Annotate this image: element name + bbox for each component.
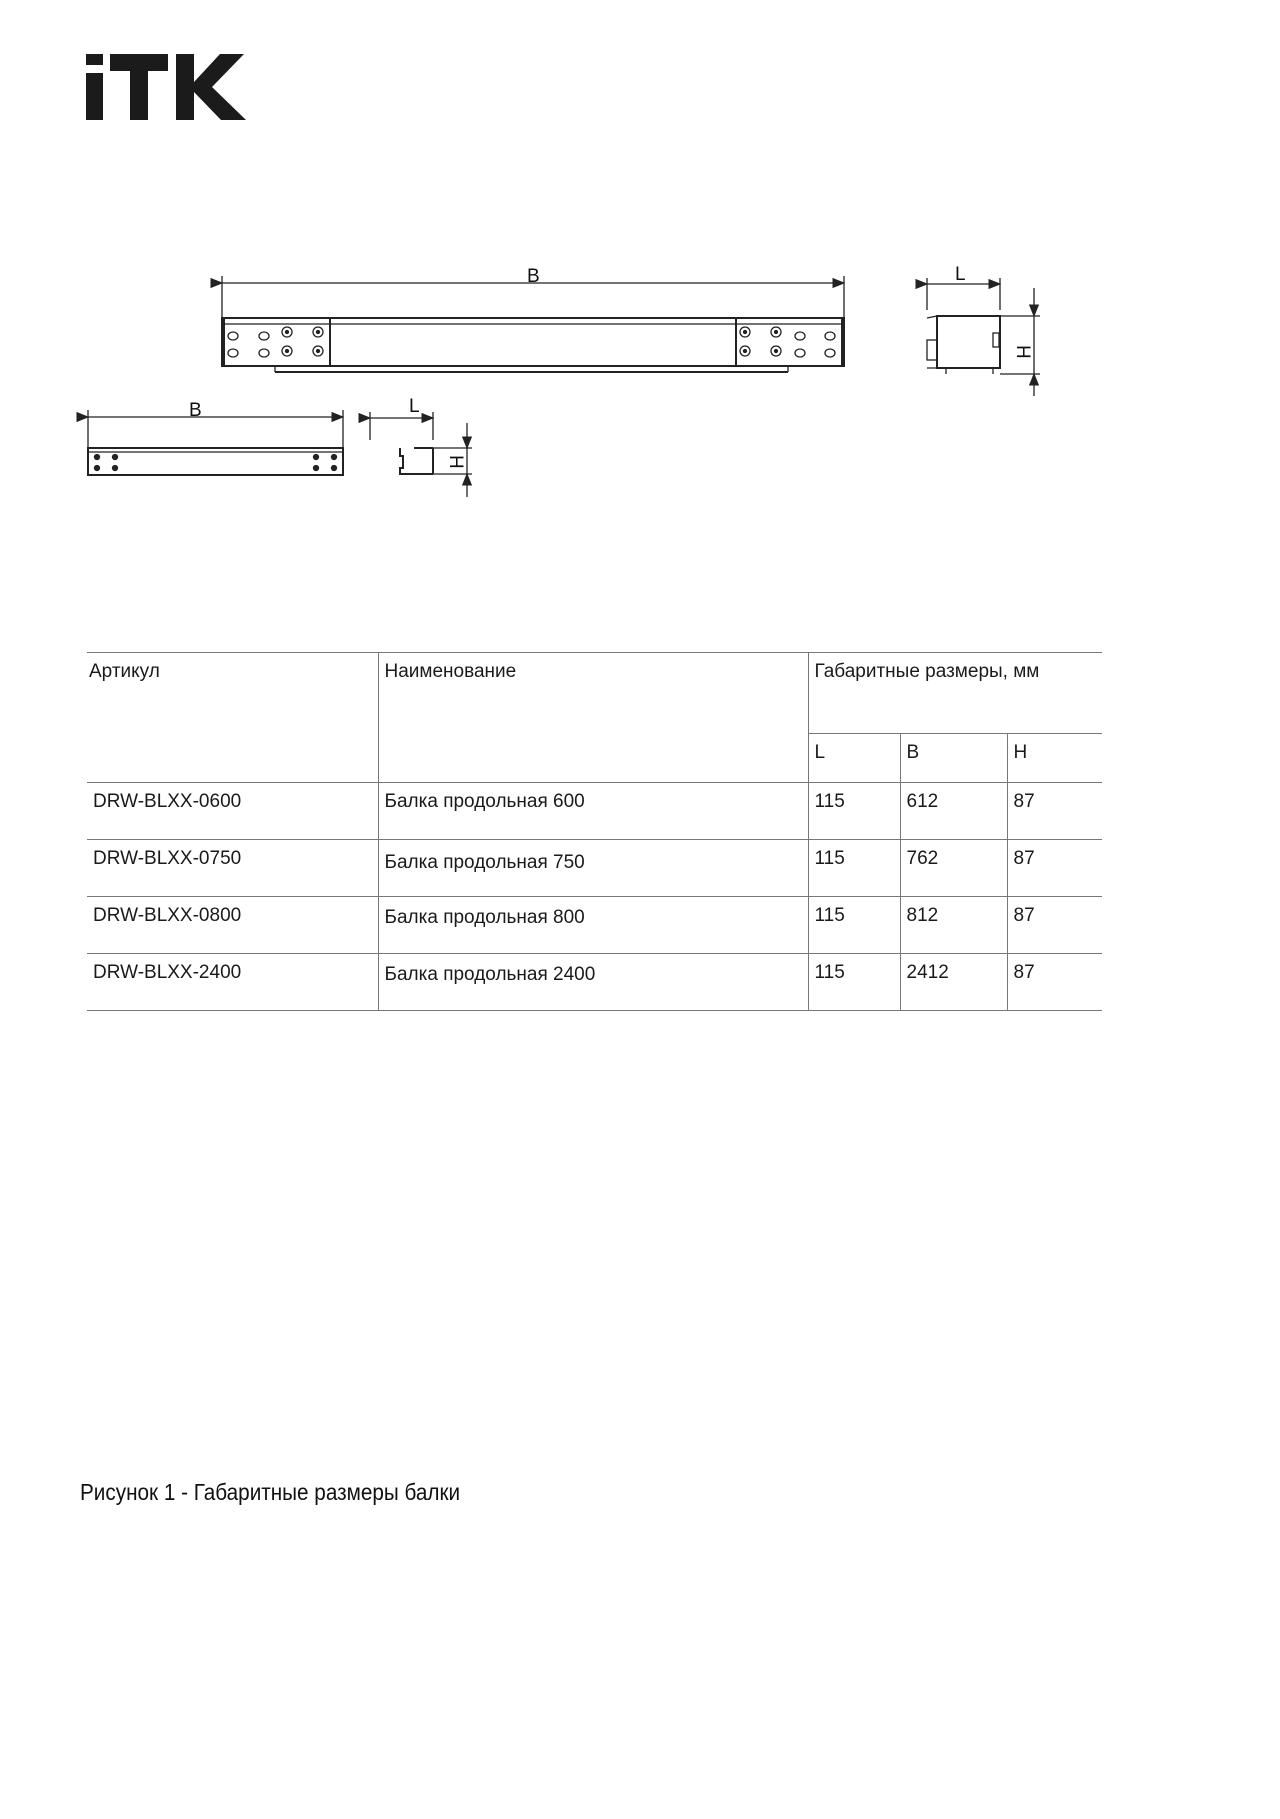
table-row [87,954,1102,1011]
cell-h: 87 [1007,783,1102,840]
figure-caption: Рисунок 1 - Габаритные размеры балки [80,1479,461,1505]
table-header-row [87,653,1102,734]
cell-l: 115 [808,897,900,954]
cell-name: Балка продольная 2400 [378,954,808,1011]
dimensions-table [87,652,1102,1011]
beam-side-view-large [927,278,1040,396]
cell-h: 87 [1007,897,1102,954]
header-dimensions: Габаритные размеры, мм [808,653,1102,734]
cell-b: 2412 [900,954,1007,1011]
cell-name: Балка продольная 750 [378,840,808,897]
cell-article: DRW-BLXX-2400 [87,954,378,1011]
header-name: Наименование [378,653,808,783]
table-row [87,840,1102,897]
cell-name: Балка продольная 800 [378,897,808,954]
dim-label-b-small: B [189,400,202,421]
table-row [87,897,1102,954]
beam-front-view-small [88,410,343,475]
dim-label-l-small: L [409,396,420,417]
dim-label-b-large: B [527,266,540,287]
cell-b: 612 [900,783,1007,840]
cell-article: DRW-BLXX-0750 [87,840,378,897]
header-h: H [1007,734,1102,783]
cell-h: 87 [1007,840,1102,897]
cell-l: 115 [808,954,900,1011]
cell-h: 87 [1007,954,1102,1011]
cell-name: Балка продольная 600 [378,783,808,840]
cell-b: 812 [900,897,1007,954]
dim-label-l-large: L [955,264,966,285]
cell-b: 762 [900,840,1007,897]
dim-label-h-small: H [445,455,466,469]
cell-l: 115 [808,783,900,840]
dim-label-h-large: H [1012,345,1033,359]
cell-article: DRW-BLXX-0800 [87,897,378,954]
beam-front-view-large [222,276,844,372]
cell-l: 115 [808,840,900,897]
header-l: L [808,734,900,783]
header-b: B [900,734,1007,783]
beam-drawing [0,0,1280,520]
header-article: Артикул [87,653,378,783]
table-row [87,783,1102,840]
cell-article: DRW-BLXX-0600 [87,783,378,840]
